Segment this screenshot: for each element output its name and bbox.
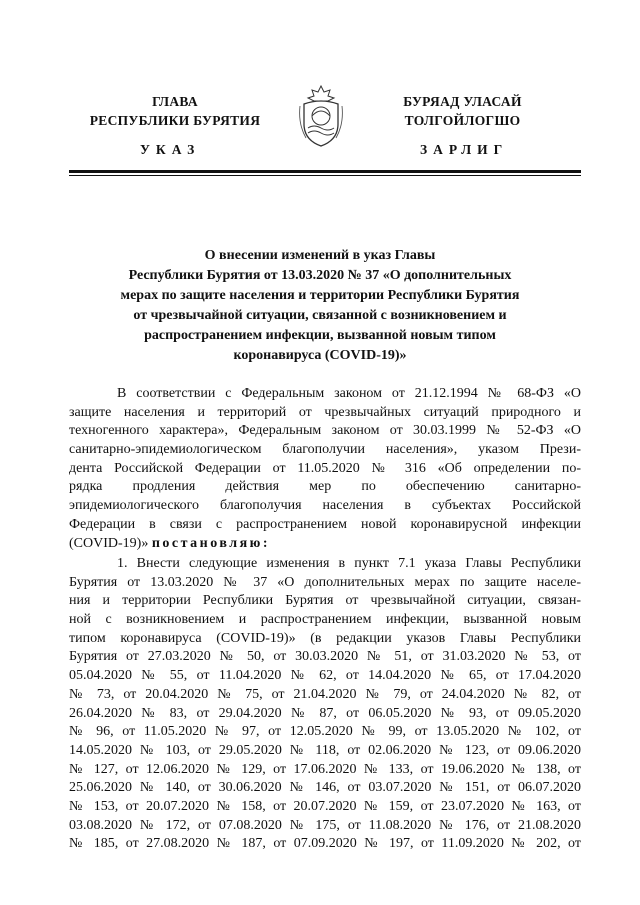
coat-of-arms-icon [296, 84, 346, 150]
text-line: 03.08.2020 № 172, от 07.08.2020 № 175, от 11.08.2020 № 176, от 21.08.2020 [69, 817, 581, 833]
title-line: О внесении изменений в указ Главы [204, 248, 436, 263]
text-line: 1. Внести следующие изменения в пункт 7.1 указа Главы Республики [117, 556, 581, 571]
text-line: техногенного характера», Федеральным законом от 30.03.1999 № 52-ФЗ «О [69, 423, 581, 439]
text-line: санитарно-эпидемиологическом благополучии населения», указом Прези- [69, 442, 581, 458]
header-divider-thin [69, 175, 581, 176]
title-line: Республики Бурятия от 13.03.2020 № 37 «О дополнительных [128, 268, 512, 283]
header-divider-thick [69, 170, 581, 173]
issuer-line-2-bua: ТОЛГОЙЛОГШО [404, 113, 521, 128]
text-line: защите населения и территорий от чрезвычайных ситуаций природного и [69, 404, 581, 420]
text-line: № 185, от 27.08.2020 № 187, от 07.09.2020 № 197, от 11.09.2020 № 202, от [69, 836, 581, 852]
title-line: от чрезвычайной ситуации, связанной с возникновением и [133, 308, 507, 323]
text-line: № 96, от 11.05.2020 № 97, от 12.05.2020 № 99, от 13.05.2020 № 102, от [69, 724, 581, 740]
text-line: Федерации в связи с распространением новой коронавирусной инфекции [69, 516, 581, 532]
decree-word: постановляю: [151, 535, 271, 551]
text-line: рядка продления действия мер по обеспечению санитарно- [69, 479, 581, 495]
doc-kind-bua: ЗАРЛИГ [420, 142, 509, 157]
title-line: коронавируса (COVID-19)» [233, 348, 407, 363]
doc-kind-ru: УКАЗ [140, 142, 201, 157]
issuer-line-1-bua: БУРЯАД УЛАСАЙ [403, 94, 522, 109]
text-line: дента Российской Федерации от 11.05.2020 № 316 «Об определении по- [69, 460, 581, 476]
issuer-title-bua [370, 92, 555, 130]
preamble-paragraph [69, 385, 581, 553]
text-line: ной с возникновением и распространением инфекции, вызванной новым [69, 612, 581, 628]
text-line: № 73, от 20.04.2020 № 75, от 21.04.2020 № 79, от 24.04.2020 № 82, от [69, 686, 581, 702]
item-1-paragraph [69, 555, 581, 854]
text-line: 14.05.2020 № 103, от 29.05.2020 № 118, от 02.06.2020 № 123, от 09.06.2020 [69, 742, 581, 758]
text-line: № 127, от 12.06.2020 № 129, от 17.06.2020 № 133, от 19.06.2020 № 138, от [69, 761, 581, 777]
text-line: эпидемиологического благополучия населения в субъектах Российской [69, 498, 581, 514]
text-line [69, 535, 581, 554]
text-line: ния и территории Республики Бурятия от чрезвычайной ситуации, связан- [69, 593, 581, 609]
issuer-line-1: ГЛАВА [152, 94, 198, 109]
text-line: Бурятия от 13.03.2020 № 37 «О дополнительных мерах по защите населе- [69, 574, 581, 590]
decree-title [95, 246, 545, 366]
text-line: типом коронавируса (COVID-19)» (в редакции указов Главы Республики [69, 630, 581, 646]
text-line: В соответствии с Федеральным законом от 21.12.1994 № 68-ФЗ «О [117, 386, 581, 401]
title-line: распространением инфекции, вызванной новым типом [144, 328, 496, 343]
title-line: мерах по защите населения и территории Республики Бурятия [120, 288, 520, 303]
text-line: Бурятия от 27.03.2020 № 50, от 30.03.2020 № 51, от 31.03.2020 № 53, от [69, 649, 581, 665]
issuer-line-2: РЕСПУБЛИКИ БУРЯТИЯ [89, 113, 261, 128]
text-fragment: (COVID-19)» [69, 535, 152, 551]
issuer-title-ru [80, 92, 270, 130]
text-line: № 153, от 20.07.2020 № 158, от 20.07.2020 № 159, от 23.07.2020 № 163, от [69, 798, 581, 814]
text-line: 26.04.2020 № 83, от 29.04.2020 № 87, от 06.05.2020 № 93, от 09.05.2020 [69, 705, 581, 721]
text-line: 05.04.2020 № 55, от 11.04.2020 № 62, от 14.04.2020 № 65, от 17.04.2020 [69, 668, 581, 684]
text-line: 25.06.2020 № 140, от 30.06.2020 № 146, от 03.07.2020 № 151, от 06.07.2020 [69, 780, 581, 796]
